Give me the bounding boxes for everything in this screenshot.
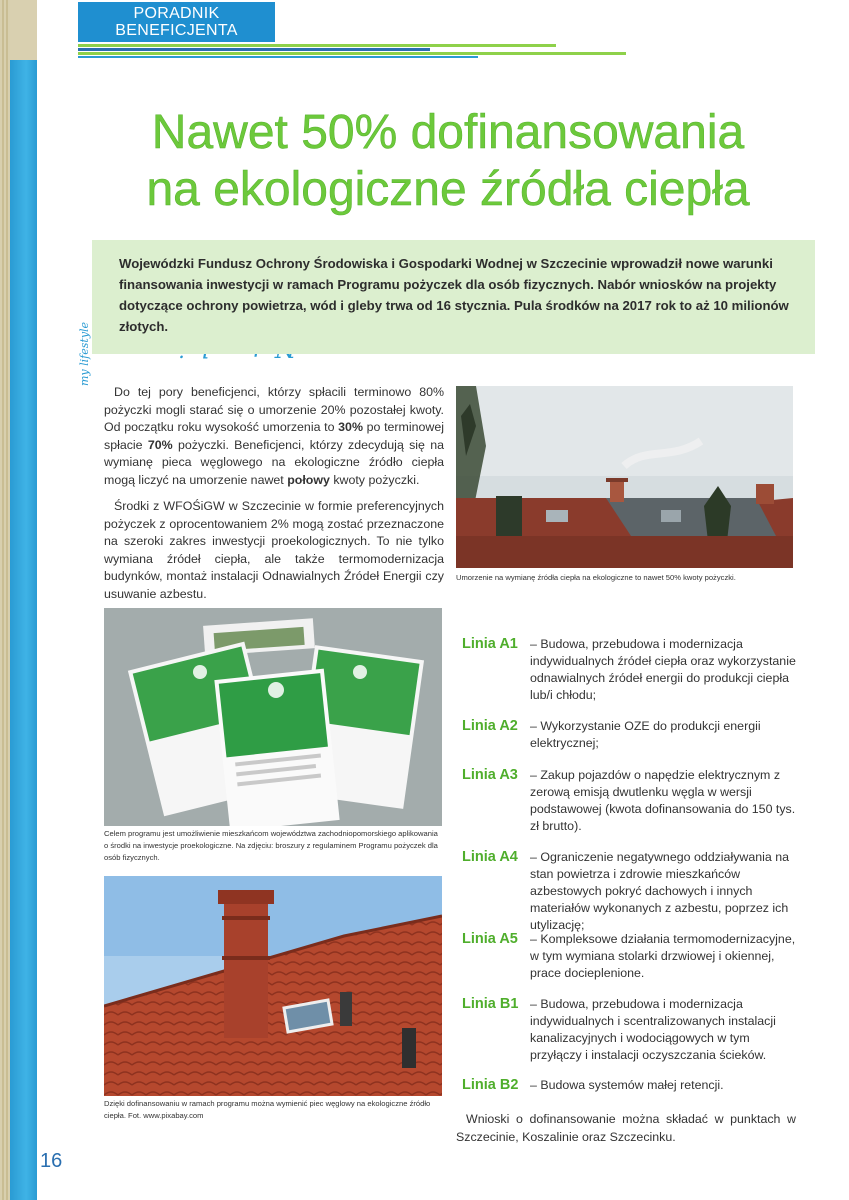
lead-paragraph: Wojewódzki Fundusz Ochrony Środowiska i Gospodarki Wodnej w Szczecinie wprowadził nowe warunki finansowania inwestycji w ramach Programu pożyczek dla osób fizycznych. Nabór wniosków na projekty dotyczące ochrony powietrza, wód i gleby trwa od 16 stycznia. Pula środków na 2017 rok to aż 10 milionów złotych.: [92, 240, 815, 354]
list-item: [462, 636, 798, 704]
text-run: kwoty pożyczki.: [329, 472, 420, 487]
brand-logo: [38, 160, 91, 390]
text-run: po terminowej spłacie: [104, 420, 445, 452]
section-tag-line2: BENEFICJENTA: [115, 22, 238, 39]
line-code: Linia A1: [462, 636, 518, 652]
body-paragraph-2: Środki z WFOŚiGW w Szczecinie w formie preferencyjnych pożyczek z oprocentowaniem 2% mogą zostać przeznaczone na szeroki zakres inwestycji proekologicznych. To nie tylko wymiana źródeł ciepła, ale także termomodernizacja budynków, montaż instalacji Odnawialnych Źródeł Energii czy usuwanie azbestu.: [104, 499, 444, 601]
body-paragraph-1: [104, 384, 444, 489]
section-tag: [78, 2, 275, 42]
roof-chimney-illustration: [456, 386, 793, 568]
list-item: [462, 767, 798, 835]
header-rule: [78, 56, 478, 58]
line-code: Linia B2: [462, 1077, 519, 1093]
tiled-roof-illustration: [104, 876, 442, 1096]
page-title-line2: na ekologiczne źródła ciepła: [146, 163, 750, 216]
line-code: Linia B1: [462, 996, 519, 1012]
text-run-bold: połowy: [287, 472, 330, 487]
spine-top-block: [10, 0, 37, 60]
closing-paragraph: Wnioski o dofinansowanie można składać w punktach w Szczecinie, Koszalinie oraz Szczecinku.: [456, 1112, 796, 1144]
page-title-line1: Nawet 50% dofinansowania: [151, 106, 745, 159]
header-rule: [78, 52, 626, 55]
section-tag-line1: PORADNIK: [133, 5, 220, 22]
line-description: – Ograniczenie negatywnego oddziaływania na stan powietrza i zdrowie mieszkańców azbestowych pokryć dachowych i innych materiałów wykonanych z azbestu, poprzez ich utylizację;: [530, 850, 789, 932]
line-description: – Budowa systemów małej retencji.: [530, 1078, 724, 1092]
line-description: – Wykorzystanie OZE do produkcji energii elektrycznej;: [530, 719, 761, 750]
roof-chimney-photo: [456, 386, 793, 568]
line-description: – Zakup pojazdów o napędzie elektrycznym z zerową emisją dwutlenku węgla w wersji podstawowej (kwota dofinansowania do 150 tys. zł brutto).: [530, 768, 796, 833]
brochures-photo: [104, 608, 442, 826]
caption-roof-2: Dzięki dofinansowaniu w ramach programu można wymienić piec węglowy na ekologiczne źródło ciepła. Fot. www.pixabay.com: [104, 1099, 431, 1120]
list-item: [462, 996, 798, 1064]
page-title: [98, 104, 798, 218]
line-code: Linia A5: [462, 931, 518, 947]
line-code: Linia A2: [462, 718, 518, 734]
text-run: pożyczki. Beneficjenci, którzy zdecydują się na wymianę pieca węglowego na ekologiczne źródło ciepła mogą liczyć na umorzenie nawet: [104, 437, 445, 487]
line-code: Linia A3: [462, 767, 518, 783]
list-item: [462, 1077, 798, 1094]
spine-blue-band: [10, 60, 37, 1200]
line-description: – Kompleksowe działania termomodernizacyjne, w tym wymiana stolarki drzwiowej i okiennej, prace docieplenione.: [530, 932, 796, 980]
line-description: – Budowa, przebudowa i modernizacja indywidualnych źródeł ciepła oraz wykorzystanie odnawialnych źródeł energii do produkcji ciepła lub/i chłodu;: [530, 637, 796, 702]
brochures-illustration: [104, 608, 442, 826]
header-rule: [78, 44, 556, 47]
list-item: [462, 718, 798, 752]
caption-brochures: Celem programu jest umożliwienie mieszkańcom województwa zachodniopomorskiego aplikowania o środki na inwestycje proekologiczne. Na zdjęciu: broszury z regulaminem Programu pożyczek dla osób fizycznych.: [104, 829, 438, 862]
line-description: – Budowa, przebudowa i modernizacja indywidualnych i scentralizowanych instalacji kanalizacyjnych i wodociągowych w tym przyłączy i instalacji oczyszczania ścieków.: [530, 997, 776, 1062]
text-run: Do tej pory beneficjenci, którzy spłacili terminowo 80% pożyczki mogli starać się o umorzenie 20% pozostałej kwoty. Od początku roku wysokość umorzenia to: [104, 385, 444, 434]
line-code: Linia A4: [462, 849, 518, 865]
header-rule: [78, 48, 430, 51]
list-item: [462, 849, 798, 934]
brand-tagline: my lifestyle: [78, 321, 91, 386]
page-number: 16: [40, 1150, 63, 1172]
spine-stripe: [0, 0, 10, 1200]
list-item: [462, 931, 798, 982]
caption-roof-1: Umorzenie na wymianę źródła ciepła na ekologiczne to nawet 50% kwoty pożyczki.: [456, 573, 736, 582]
text-run-bold: 30%: [338, 420, 363, 434]
text-run-bold: 70%: [147, 437, 173, 452]
tiled-roof-photo: [104, 876, 442, 1096]
